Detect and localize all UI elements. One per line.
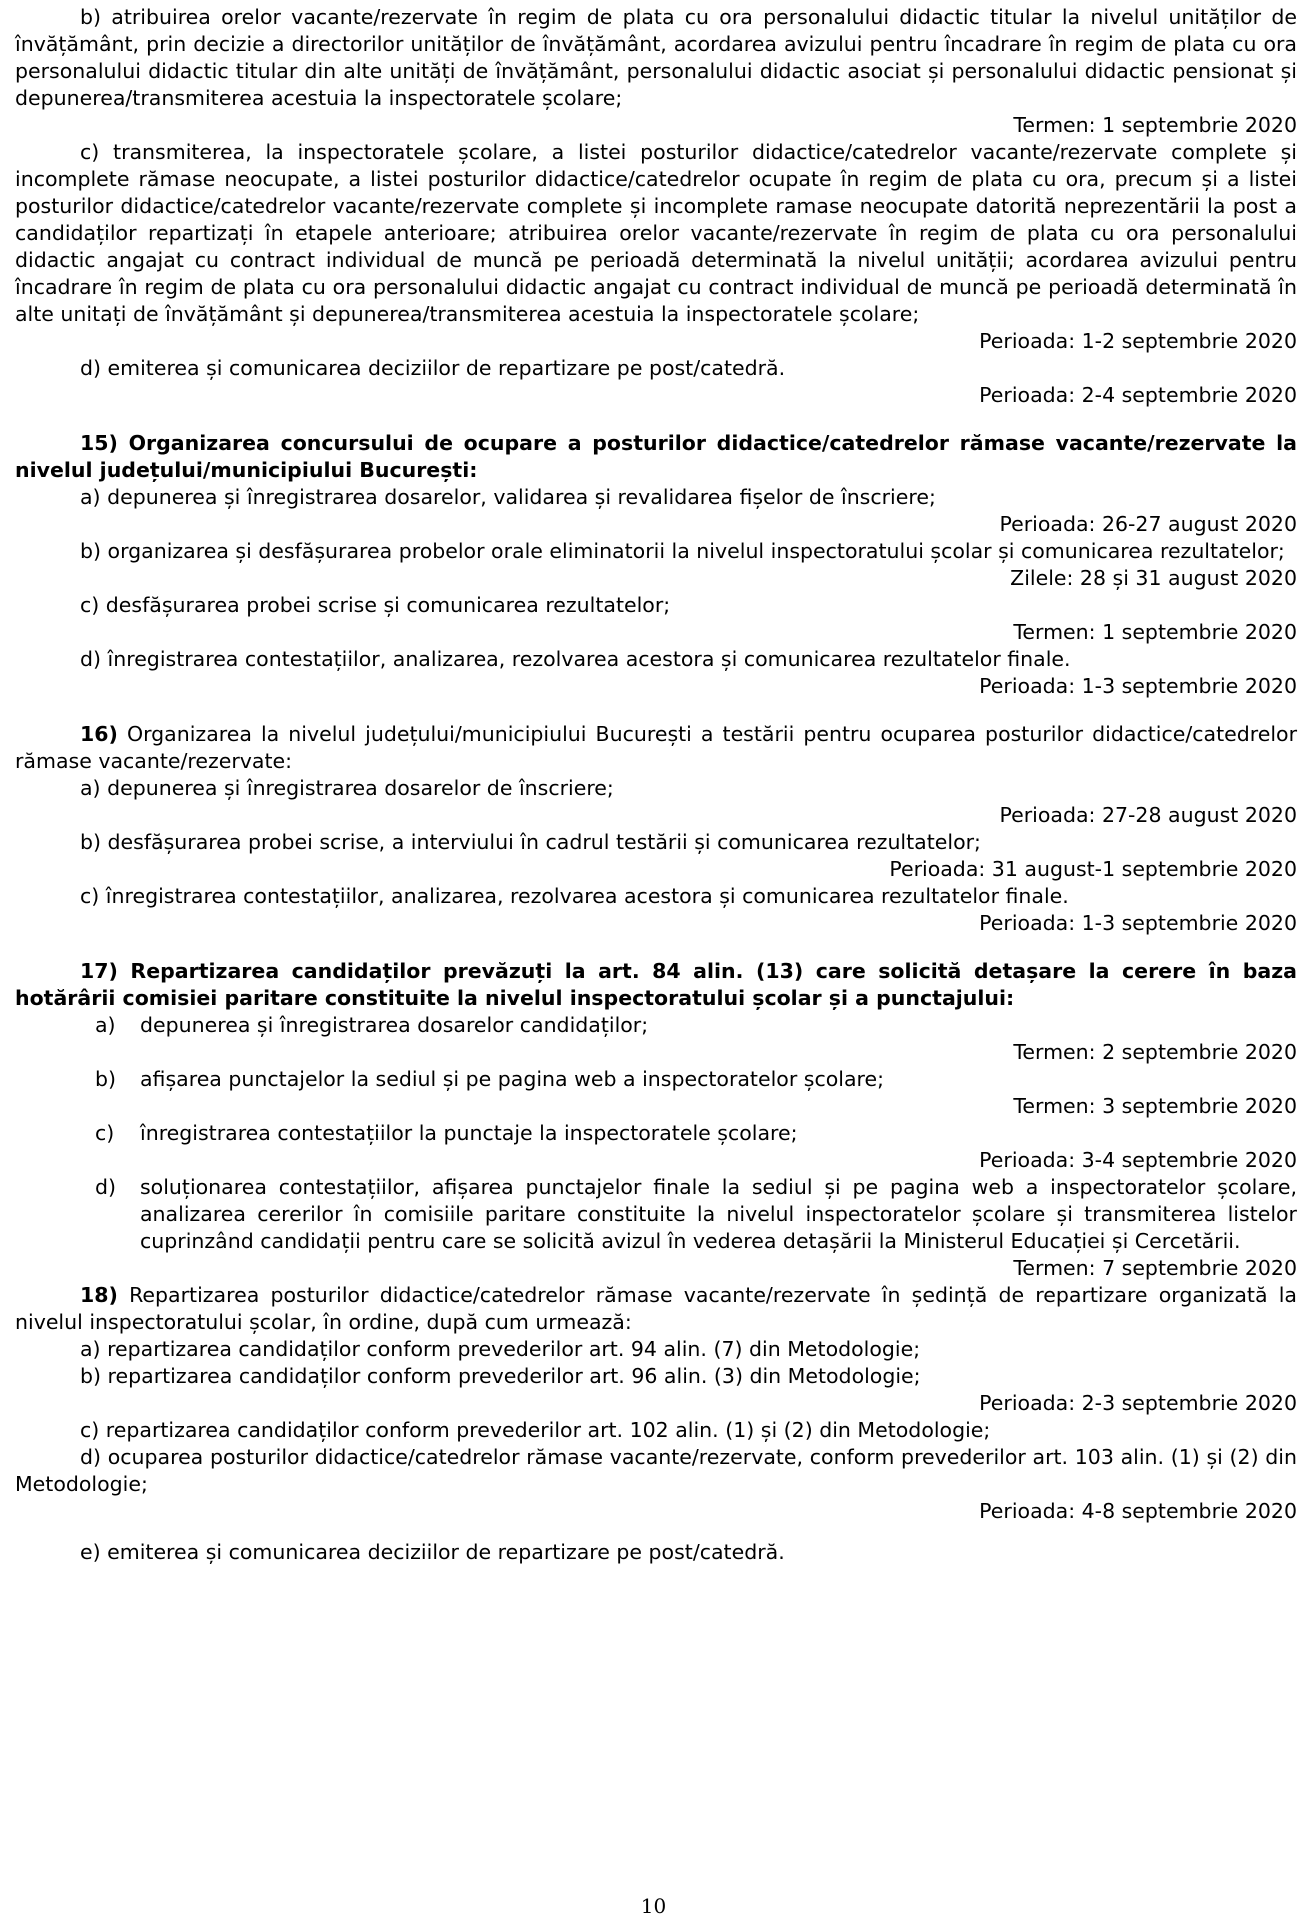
s17-item-a-date: Termen: 2 septembrie 2020	[1013, 1040, 1297, 1064]
s18-item-b: b) repartizarea candidaților conform prevederilor art. 96 alin. (3) din Metodologie;	[80, 1364, 921, 1388]
s17-item-a	[15, 1012, 1297, 1039]
s15-item-b: b) organizarea și desfășurarea probelor orale eliminatorii la nivelul inspectoratului școlar și comunicarea rezultatelor;	[80, 539, 1285, 563]
s18-number: 18)	[80, 1283, 118, 1307]
s18-item-a: a) repartizarea candidaților conform prevederilor art. 94 alin. (7) din Metodologie;	[80, 1337, 921, 1361]
s17-item-label: a)	[95, 1013, 116, 1037]
s17-item-text: depunerea și înregistrarea dosarelor candidaților;	[140, 1013, 649, 1037]
s15-item-b-date: Zilele: 28 și 31 august 2020	[1010, 566, 1297, 590]
section-gap	[15, 700, 1297, 721]
s14-item-c-date: Perioada: 1-2 septembrie 2020	[979, 329, 1297, 353]
s16-item-b-date: Perioada: 31 august-1 septembrie 2020	[889, 857, 1297, 881]
s15-item-a-date: Perioada: 26-27 august 2020	[999, 512, 1297, 536]
s18-item-d: d) ocuparea posturilor didactice/catedrelor rămase vacante/rezervate, conform prevederilor art. 103 alin. (1) și (2) din Metodologie;	[15, 1445, 1297, 1496]
s18-title-text: Repartizarea posturilor didactice/catedrelor rămase vacante/rezervate în ședință de repartizare organizată la nivelul inspectoratului școlar, în ordine, după cum urmează:	[15, 1283, 1297, 1334]
s14-item-d-date: Perioada: 2-4 septembrie 2020	[979, 383, 1297, 407]
s14-item-c: c) transmiterea, la inspectoratele școlare, a listei posturilor didactice/catedrelor vacante/rezervate complete și incomplete rămase neocupate, a listei posturilor didactice/catedrelor ocupate în regim de plata cu ora, precum și a listei posturilor didactice/catedrelor vacante/rezervate complete și incomplete ramase neocupate datorită neprezentării la post a candidaților repartizați în etapele anterioare; atribuirea orelor vacante/rezervate în regim de plata cu ora personalului didactic angajat cu contract individual de muncă pe perioadă determinată la nivelul unității; acordarea avizului pentru încadrare în regim de plata cu ora personalului didactic angajat cu contract individual de muncă pe perioadă determinată în alte unitați de învățământ și depunerea/transmiterea acestuia la inspectoratele școlare;	[15, 140, 1297, 326]
s15-item-c-date: Termen: 1 septembrie 2020	[1013, 620, 1297, 644]
s14-item-b-date: Termen: 1 septembrie 2020	[1013, 113, 1297, 137]
s15-item-d: d) înregistrarea contestațiilor, analizarea, rezolvarea acestora și comunicarea rezultatelor finale.	[80, 647, 1071, 671]
document-page	[15, 4, 1297, 1566]
s16-item-b: b) desfășurarea probei scrise, a interviului în cadrul testării și comunicarea rezultatelor;	[80, 830, 981, 854]
page-number: 10	[640, 1894, 667, 1918]
s18-item-ab-date: Perioada: 2-3 septembrie 2020	[979, 1391, 1297, 1415]
s18-item-d-date: Perioada: 4-8 septembrie 2020	[979, 1499, 1297, 1523]
s17-item-b-date: Termen: 3 septembrie 2020	[1013, 1094, 1297, 1118]
s18-item-c: c) repartizarea candidaților conform prevederilor art. 102 alin. (1) și (2) din Metodologie;	[80, 1418, 991, 1442]
section-gap	[15, 937, 1297, 958]
s18-title	[15, 1282, 1297, 1336]
s15-item-c: c) desfășurarea probei scrise și comunicarea rezultatelor;	[80, 593, 671, 617]
s17-item-d-date: Termen: 7 septembrie 2020	[1013, 1256, 1297, 1280]
s16-item-c: c) înregistrarea contestațiilor, analizarea, rezolvarea acestora și comunicarea rezultatelor finale.	[80, 884, 1069, 908]
s16-item-c-date: Perioada: 1-3 septembrie 2020	[979, 911, 1297, 935]
s17-item-b	[15, 1066, 1297, 1093]
s16-title	[15, 721, 1297, 775]
s17-item-c	[15, 1120, 1297, 1147]
s18-item-e: e) emiterea și comunicarea deciziilor de repartizare pe post/catedră.	[80, 1540, 785, 1564]
s14-item-b: b) atribuirea orelor vacante/rezervate în regim de plata cu ora personalului didactic titular la nivelul unităților de învățământ, prin decizie a directorilor unităților de învățământ, acordarea avizului pentru încadrare în regim de plata cu ora personalului didactic titular din alte unități de învățământ, personalului didactic asociat și personalului didactic pensionat și depunerea/transmiterea acestuia la inspectoratele școlare;	[15, 5, 1297, 110]
s17-item-label: c)	[95, 1121, 115, 1145]
s16-title-text: Organizarea la nivelul județului/municipiului București a testării pentru ocuparea posturilor didactice/catedrelor rămase vacante/rezervate:	[15, 722, 1297, 773]
s17-title: 17) Repartizarea candidaților prevăzuți la art. 84 alin. (13) care solicită detașare la cerere în baza hotărârii comisiei paritare constituite la nivelul inspectoratului școlar și a punctajului:	[15, 959, 1297, 1010]
s15-item-a: a) depunerea și înregistrarea dosarelor, validarea și revalidarea fișelor de înscriere;	[80, 485, 936, 509]
s15-title: 15) Organizarea concursului de ocupare a posturilor didactice/catedrelor rămase vacante/rezervate la nivelul județului/municipiului București:	[15, 431, 1297, 482]
s16-number: 16)	[80, 722, 118, 746]
s17-item-label: d)	[95, 1175, 117, 1199]
s17-item-c-date: Perioada: 3-4 septembrie 2020	[979, 1148, 1297, 1172]
s16-item-a-date: Perioada: 27-28 august 2020	[999, 803, 1297, 827]
s14-item-d: d) emiterea și comunicarea deciziilor de repartizare pe post/catedră.	[80, 356, 786, 380]
section-gap	[15, 409, 1297, 430]
s17-item-text: afișarea punctajelor la sediul și pe pagina web a inspectoratelor școlare;	[140, 1067, 885, 1091]
s16-item-a: a) depunerea și înregistrarea dosarelor de înscriere;	[80, 776, 614, 800]
s15-item-d-date: Perioada: 1-3 septembrie 2020	[979, 674, 1297, 698]
s17-item-d	[15, 1174, 1297, 1255]
s17-item-text: soluționarea contestațiilor, afișarea punctajelor finale la sediul și pe pagina web a inspectoratelor școlare, analizarea cererilor în comisiile paritare constituite la nivelul inspectoratelor școlare și transmiterea listelor cuprinzând candidații pentru care se solicită avizul în vederea detașării la Ministerul Educației și Cercetării.	[140, 1175, 1297, 1253]
s17-item-text: înregistrarea contestațiilor la punctaje la inspectoratele școlare;	[140, 1121, 798, 1145]
s17-item-label: b)	[95, 1067, 117, 1091]
